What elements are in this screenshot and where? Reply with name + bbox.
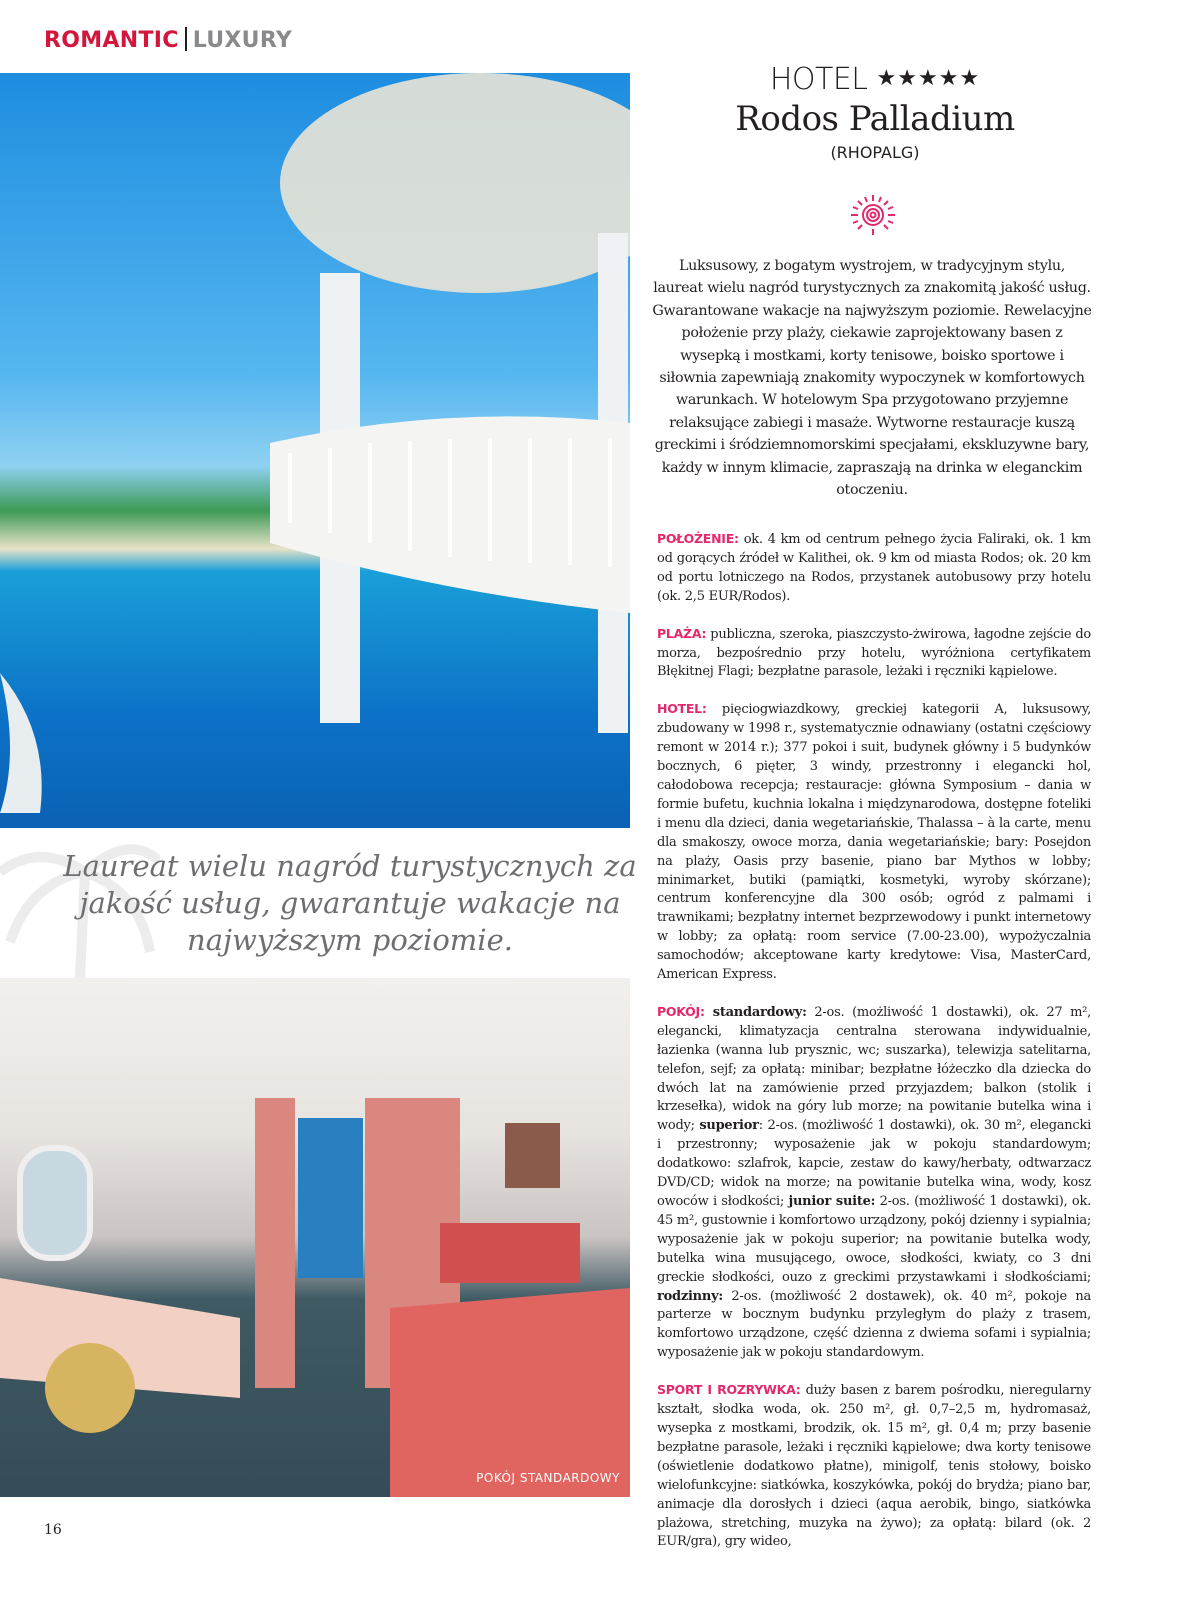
section-text: publiczna, szeroka, piaszczysto-żwirowa, łagodne zejście do morza, bezpośrednio przy hotelu, wyróżniona certyfikatem Błękitnej Flagi; bezpłatne parasole, leżaki i ręczniki kąpielowe. — [657, 626, 1091, 680]
section-label: SPORT I ROZRYWKA: — [657, 1382, 801, 1398]
section-text: 2-os. (możliwość 1 dostawki), ok. 27 m², elegancki, klimatyzacja centralna sterowana indywidualnie, łazienka (wanna lub prysznic, wc; suszarka), telewizja satelitarna, telefon, sejf; za opłatą: minibar; bezpłatne łóżeczko dla dziecka do dwóch lat na zamówienie przed przyjazdem; balkon (stolik i krzesełka), widok na góry lub morze; na powitanie butelka wina i wody; — [657, 1004, 1091, 1134]
hotel-name: Rodos Palladium — [735, 99, 1015, 139]
section-header — [44, 27, 292, 53]
category-label: ROMANTIC — [44, 28, 179, 53]
section-room — [657, 1003, 1091, 1363]
hotel-code: (RHOPALG) — [830, 143, 920, 162]
room-type-standard: standardowy: — [704, 1004, 807, 1020]
divider — [185, 27, 187, 51]
hotel-intro: Luksusowy, z bogatym wystrojem, w tradycyjnym stylu, laureat wielu nagród turystycznych za znakomitą jakość usług. Gwarantowane wakacje na najwyższym poziomie. Rewelacyjne położenie przy plaży, ciekawie zaprojektowany basen z wysepką i mostkami, korty tenisowe, boisko sportowe i siłownia zapewniają znakomity wypoczynek w komfortowych warunkach. W hotelowym Spa przygotowano przyjemne relaksujące zabiegi i masaże. Wytworne restauracje kuszą greckimi i śródziemnomorskimi specjałami, ekskluzywne bary, każdy w innym klimacie, zapraszają na drinka w eleganckim otoczeniu. — [652, 258, 1092, 499]
section-text: ok. 4 km od centrum pełnego życia Faliraki, ok. 1 km od gorących źródeł w Kalithei, ok. 9 km od miasta Rodos; ok. 20 km od portu lotniczego na Rodos, przystanek autobusowy przy hotelu (ok. 2,5 EUR/Rodos). — [657, 532, 1091, 604]
pool-gazebo-illustration — [0, 73, 630, 828]
sun-icon — [848, 193, 898, 237]
hotel-details — [657, 530, 1091, 1570]
standard-room-photo — [0, 978, 630, 1497]
section-label: POKÓJ: — [657, 1003, 705, 1019]
photo-caption: POKÓJ STANDARDOWY — [476, 1471, 620, 1485]
room-type-superior: superior — [699, 1118, 759, 1134]
room-illustration — [0, 978, 630, 1497]
section-text: pięciogwiazdkowy, greckiej kategorii A, luksusowy, zbudowany w 1998 r., systematycznie odnawiany (ostatni częściowy remont w 2014 r.); 377 pokoi i suit, budynek główny i 5 budynków bocznych, 6 pięter, 3 windy, przestronny i elegancki hol, całodobowa recepcja; restauracje: główna Symposium – dania w formie bufetu, kuchnia lokalna i międzynarodowa, dostępne foteliki i menu dla dzieci, dania wegetariańskie, Thalassa – à la carte, menu dla smakoszy, owoce morza, dania wegetariańskie; bary: Posejdon na plaży, Oasis przy basenie, piano bar Mythos w lobby; minimarket, butiki (pamiątki, kosmetyki, wyroby skórzane); centrum konferencyjne dla 300 osób; ogród z palmami i trawnikami; bezpłatny internet bezprzewodowy i punkt internetowy w lobby; za opłatą: room service (7.00-23.00), wypożyczalnia samochodów; akceptowane karty kredytowe: Visa, MasterCard, American Express. — [657, 702, 1091, 983]
hotel-prefix: HOTEL — [769, 62, 868, 97]
section-label: PLAŻA: — [657, 625, 707, 641]
hotel-title-block — [640, 62, 1110, 162]
section-text: : 2-os. (możliwość 1 dostawki), ok. 30 m², elegancki i przestronny; wyposażenie jak w pokoju standardowym; dodatkowo: szlafrok, kapcie, zestaw do kawy/herbaty, odtwarzacz DVD/CD; widok na morze; na powitanie butelka wina, wody, kosz owoców i słodkości; — [657, 1118, 1091, 1209]
section-text: 2-os. (możliwość 2 dostawek), ok. 40 m², pokoje na parterze w bocznym budynku przyległym do plaży z trasem, komfortowo urządzone, część dzienna z dwiema sofami i sypialnia; wyposażenie jak w pokoju standardowym. — [657, 1288, 1091, 1361]
section-text: duży basen z barem pośrodku, nieregularny kształt, słodka woda, ok. 250 m², gł. 0,7–2,5 m, hydromasaż, wysepka z mostkami, brodzik, ok. 15 m², gł. 0,4 m; przy basenie bezpłatne parasole, leżaki i ręczniki kąpielowe; dwa korty tenisowe (oświetlenie dodatkowo płatne), minigolf, tenis stołowy, boisko wielofunkcyjne: siatkówka, koszykówka, pokój do brydża; piano bar, animacje dla dorosłych i dzieci (aqua aerobik, bingo, siatkówka plażowa, stretching, muzyka na żywo); za opłatą: bilard (ok. 2 EUR/gra), gry wideo, — [657, 1383, 1091, 1550]
page-number: 16 — [44, 1522, 62, 1538]
room-type-junior-suite: junior suite: — [788, 1194, 876, 1209]
section-text: 2-os. (możliwość 1 dostawki), ok. 45 m², gustownie i komfortowo urządzony, pokój dzienny i sypialnia; wyposażenie jak w pokoju superior; na powitanie butelka wody, butelka wina musującego, owoce, słodkości, kwiaty, co 3 dni greckie słodkości, ouzo z greckimi przystawkami i słodkościami; — [657, 1194, 1091, 1285]
subcategory-label: LUXURY — [192, 28, 293, 53]
pool-bar-photo — [0, 73, 630, 828]
section-label: POŁOŻENIE: — [657, 531, 739, 546]
room-type-family: rodzinny: — [657, 1288, 723, 1304]
section-sport — [657, 1381, 1091, 1552]
section-beach — [657, 625, 1091, 683]
star-rating: ★★★★★ — [876, 66, 981, 91]
section-location — [657, 530, 1091, 607]
pull-quote: Laureat wielu nagród turystycznych za jakość usług, gwarantuje wakacje na najwyższym poziomie. — [63, 849, 637, 957]
section-hotel — [657, 700, 1091, 985]
section-label: HOTEL: — [657, 701, 707, 717]
